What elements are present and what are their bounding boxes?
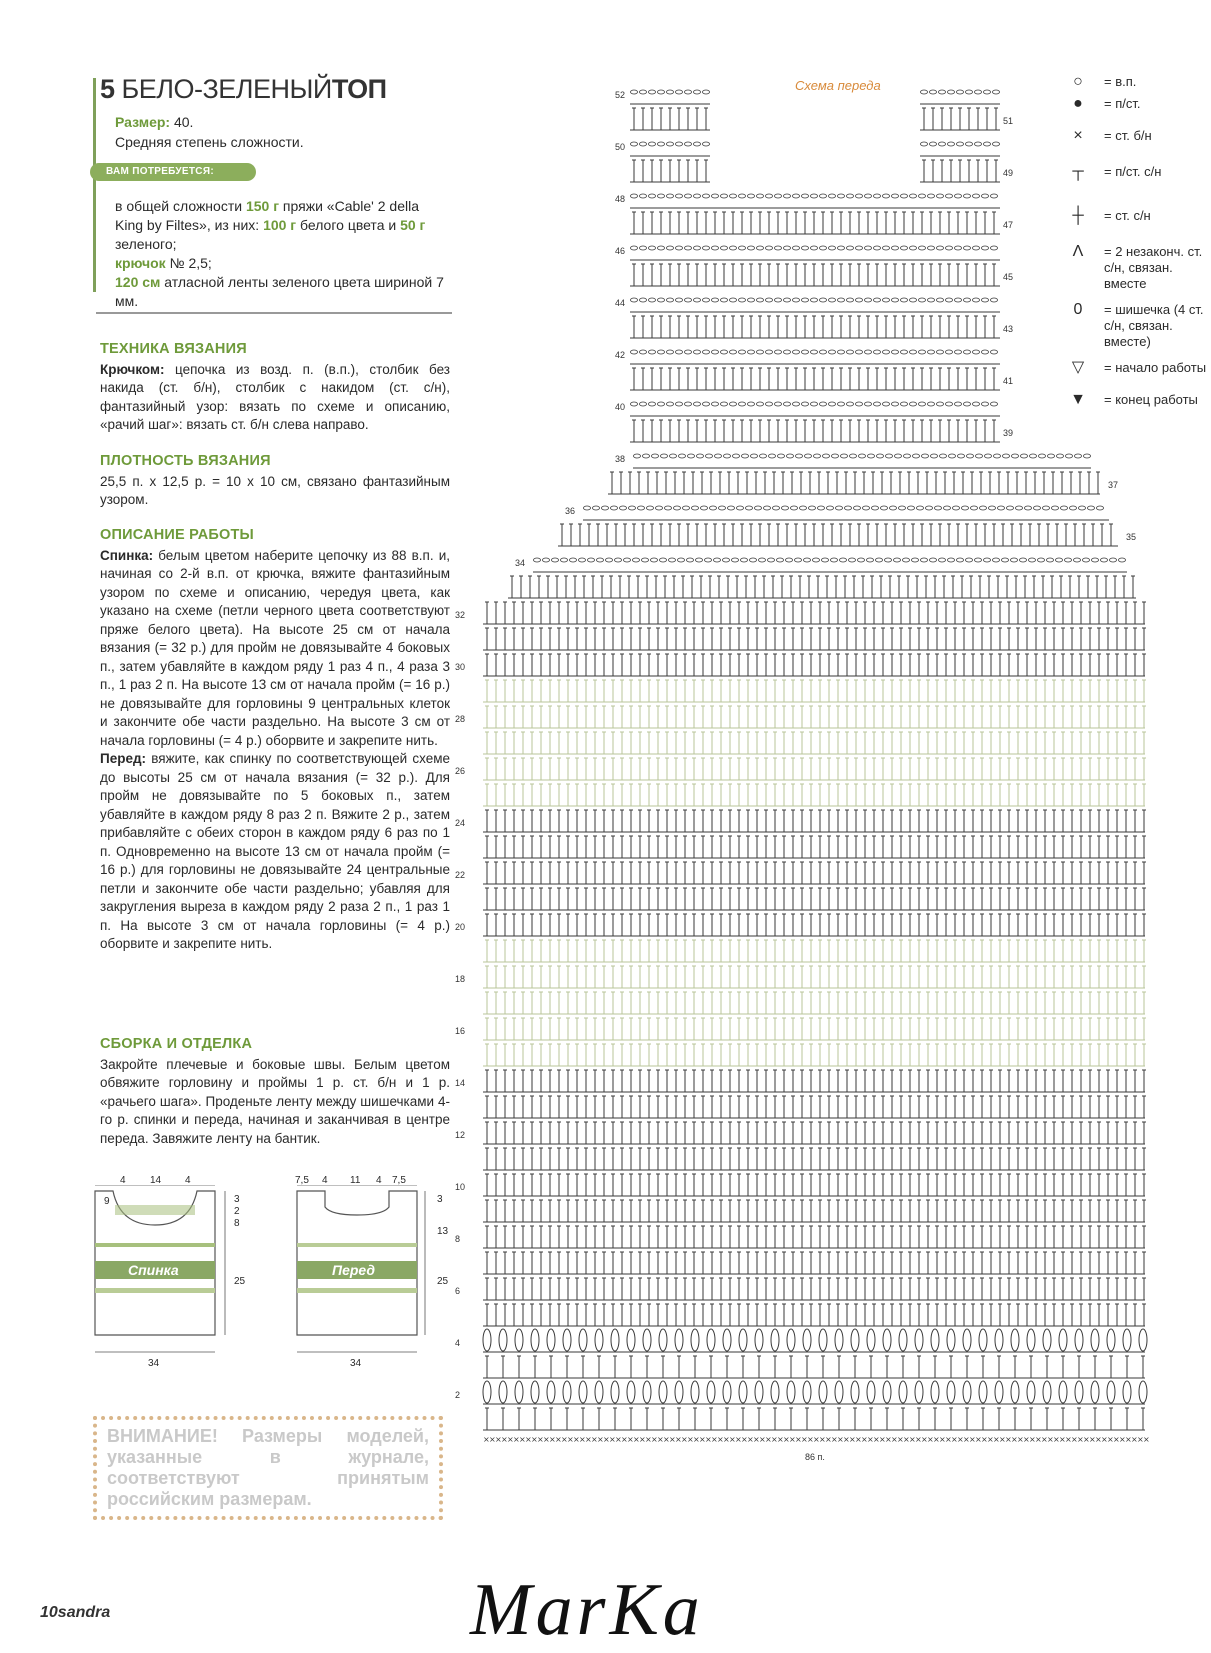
chain-mark [593, 506, 600, 510]
front-dim-2: 4 [322, 1175, 328, 1186]
chain-mark [1074, 558, 1081, 562]
chain-mark [602, 506, 609, 510]
bobble-mark [643, 1329, 651, 1351]
bobble-mark [915, 1329, 923, 1351]
density-heading: ПЛОТНОСТЬ ВЯЗАНИЯ [100, 452, 450, 471]
bobble-mark [995, 1381, 1003, 1403]
chain-mark [795, 558, 802, 562]
back-dim-r2: 2 [234, 1206, 240, 1217]
chain-mark [930, 558, 937, 562]
chain-mark [966, 558, 973, 562]
bobble-mark [835, 1381, 843, 1403]
chain-mark [1007, 506, 1014, 510]
chain-mark [1047, 558, 1054, 562]
chain-mark [759, 558, 766, 562]
chain-mark [980, 506, 987, 510]
bobble-mark [835, 1329, 843, 1351]
attention-box [93, 1416, 443, 1520]
bobble-mark [867, 1329, 875, 1351]
back-dim-right: 4 [185, 1175, 191, 1186]
bobble-mark [979, 1381, 987, 1403]
bobble-mark [979, 1329, 987, 1351]
chain-mark [993, 558, 1000, 562]
chain-mark [760, 454, 767, 458]
chain-mark [867, 558, 874, 562]
chain-mark [787, 454, 794, 458]
bobble-mark [1043, 1329, 1051, 1351]
bobble-mark [723, 1329, 731, 1351]
bobble-mark [947, 1381, 955, 1403]
bobble-mark [771, 1381, 779, 1403]
bobble-mark [531, 1329, 539, 1351]
chain-mark [989, 506, 996, 510]
front-dim-1: 7,5 [295, 1175, 309, 1186]
chain-mark [751, 454, 758, 458]
chain-mark [642, 558, 649, 562]
chain-mark [854, 506, 861, 510]
bobble-mark [1011, 1329, 1019, 1351]
chain-mark [652, 454, 659, 458]
bobble-mark [787, 1381, 795, 1403]
chain-mark [660, 558, 667, 562]
chain-mark [687, 558, 694, 562]
bobble-mark [867, 1381, 875, 1403]
bobble-mark [851, 1329, 859, 1351]
chain-mark [1043, 506, 1050, 510]
pattern-diagrams [85, 1185, 455, 1415]
chain-mark [926, 506, 933, 510]
back-dim-bottom: 34 [148, 1358, 159, 1369]
chain-mark [611, 506, 618, 510]
materials-pill: ВАМ ПОТРЕБУЕТСЯ: [90, 163, 256, 181]
chain-mark [845, 506, 852, 510]
chain-mark [1065, 558, 1072, 562]
chain-mark [643, 454, 650, 458]
bobble-mark [819, 1329, 827, 1351]
attention-text: ВНИМАНИЕ! Размеры моделей, указанные в журнале, соответствуют принятым российским размерам. [107, 1426, 429, 1510]
chain-mark [894, 558, 901, 562]
chain-mark [876, 558, 883, 562]
back-dim-left: 4 [120, 1175, 126, 1186]
chain-mark [935, 506, 942, 510]
bobble-mark [1107, 1381, 1115, 1403]
chain-mark [674, 506, 681, 510]
bobble-mark [851, 1381, 859, 1403]
chain-mark [750, 558, 757, 562]
chain-mark [778, 454, 785, 458]
chain-mark [858, 558, 865, 562]
chain-mark [823, 454, 830, 458]
chain-mark [885, 558, 892, 562]
chain-mark [773, 506, 780, 510]
chain-mark [1088, 506, 1095, 510]
chain-mark [1038, 558, 1045, 562]
chain-mark [620, 506, 627, 510]
chain-mark [692, 506, 699, 510]
chain-mark [1011, 558, 1018, 562]
description-section: ОПИСАНИЕ РАБОТЫ Спинка: белым цветом наберите цепочку из 88 в.п. и, начиная со 2-й в.п. от крючка, вяжите фантазийным узором по схеме и описанию, чередуя цвета, как указано на схеме (петли черного цвета соответствуют пряже белого цвета). На высоте 25 см от начала вязания (= 32 р.) для пройм не довязывайте 4 боковых п., затем убавляйте в каждом ряду 1 раз 4 п., 4 раза 3 п., 1 раз 2 п. На высоте 13 см от начала пройм (= 16 р.) не довязывайте для горловины 9 центральных клеток и закончите обе части раздельно. На высоте 3 см от начала горловины (= 4 р.) оборвите и закрепите нить. Перед: вяжите, как спинку по соответствующей схеме до высоты 25 см от начала вязания (= 32 р.). Для пройм не довязывайте по 5 боковых п., затем убавляйте в каждом ряду 8 раз 2 п. Вяжите 2 р., затем прибавляйте с обеих сторон в каждом ряду 6 раз по 1 п. Одновременно на высоте 13 см от начала пройм (= 16 р.) для горловины не довязывайте 24 центральные петли и закончите обе части раздельно; убавляя для закругления выреза в каждом ряду 2 раза 2 п., 1 раз 1 п. На высоте 3 см от начала горловины (= 4 р.) оборвите и закрепите нить. [100, 526, 450, 954]
chain-mark [679, 454, 686, 458]
bobble-mark [1091, 1381, 1099, 1403]
chain-mark [1056, 558, 1063, 562]
chain-mark [777, 558, 784, 562]
chain-mark [624, 558, 631, 562]
chain-mark [805, 454, 812, 458]
chain-mark [800, 506, 807, 510]
chain-mark [1083, 558, 1090, 562]
chain-mark [670, 454, 677, 458]
bobble-mark [547, 1329, 555, 1351]
bobble-mark [547, 1381, 555, 1403]
bobble-mark [691, 1381, 699, 1403]
bobble-mark [579, 1381, 587, 1403]
chain-mark [804, 558, 811, 562]
bobble-mark [483, 1329, 491, 1351]
chain-mark [818, 506, 825, 510]
chain-mark [917, 506, 924, 510]
chain-mark [733, 454, 740, 458]
chain-mark [1002, 558, 1009, 562]
front-label: Перед [332, 1262, 375, 1278]
bobble-mark [787, 1329, 795, 1351]
chain-mark [665, 506, 672, 510]
chain-mark [1092, 558, 1099, 562]
assembly-heading: СБОРКА И ОТДЕЛКА [100, 1035, 450, 1054]
chain-mark [832, 454, 839, 458]
bobble-mark [563, 1329, 571, 1351]
bobble-mark [915, 1381, 923, 1403]
bobble-mark [1027, 1329, 1035, 1351]
chain-mark [710, 506, 717, 510]
chain-mark [849, 558, 856, 562]
chain-mark [1079, 506, 1086, 510]
chain-mark [984, 558, 991, 562]
bobble-mark [499, 1381, 507, 1403]
technique-heading: ТЕХНИКА ВЯЗАНИЯ [100, 340, 450, 359]
bobble-mark [883, 1381, 891, 1403]
chain-mark [732, 558, 739, 562]
bobble-mark [963, 1381, 971, 1403]
chain-mark [723, 558, 730, 562]
chain-mark [786, 558, 793, 562]
bobble-mark [819, 1381, 827, 1403]
chain-mark [588, 558, 595, 562]
chain-mark [579, 558, 586, 562]
bobble-mark [643, 1381, 651, 1403]
bobble-mark [707, 1329, 715, 1351]
chain-mark [872, 506, 879, 510]
bobble-mark [675, 1329, 683, 1351]
bobble-mark [675, 1381, 683, 1403]
bobble-mark [1091, 1329, 1099, 1351]
bobble-mark [1075, 1329, 1083, 1351]
bobble-mark [739, 1381, 747, 1403]
chain-mark [706, 454, 713, 458]
back-dim-mid: 14 [150, 1175, 161, 1186]
chain-mark [1052, 506, 1059, 510]
bobble-mark [883, 1329, 891, 1351]
chain-mark [813, 558, 820, 562]
bobble-mark [611, 1381, 619, 1403]
bobble-mark [1059, 1381, 1067, 1403]
chain-mark [647, 506, 654, 510]
chain-mark [629, 506, 636, 510]
chain-mark [827, 506, 834, 510]
front-dim-bottom: 34 [350, 1358, 361, 1369]
chain-mark [696, 558, 703, 562]
chain-mark [912, 558, 919, 562]
back-dim-r3: 8 [234, 1218, 240, 1229]
chain-mark [1034, 506, 1041, 510]
title-accent-bar [93, 78, 96, 292]
chain-mark [633, 558, 640, 562]
back-label: Спинка [128, 1262, 179, 1278]
chain-mark [921, 558, 928, 562]
bobble-mark [563, 1381, 571, 1403]
chain-mark [719, 506, 726, 510]
bobble-mark [579, 1329, 587, 1351]
chain-mark [953, 506, 960, 510]
density-section: ПЛОТНОСТЬ ВЯЗАНИЯ 25,5 п. х 12,5 р. = 10 х 10 см, связано фантазийным узором. [100, 452, 450, 510]
front-dim-5: 7,5 [392, 1175, 406, 1186]
chain-mark [615, 558, 622, 562]
chain-mark [597, 558, 604, 562]
chain-mark [944, 506, 951, 510]
chain-mark [881, 506, 888, 510]
chain-mark [688, 454, 695, 458]
assembly-section: СБОРКА И ОТДЕЛКА Закройте плечевые и боковые швы. Белым цветом обвяжите горловину и проймы 1 р. ст. б/н и 1 р. «рачьего шага». Проденьте ленту между шишечками 4-го р. спинки и переда, начиная и заканчивая в центре переда. Завяжите ленту на бантик. [100, 1035, 450, 1148]
bobble-mark [1123, 1381, 1131, 1403]
bobble-mark [1123, 1329, 1131, 1351]
chain-mark [737, 506, 744, 510]
description-heading: ОПИСАНИЕ РАБОТЫ [100, 526, 450, 545]
chain-mark [742, 454, 749, 458]
chain-mark [782, 506, 789, 510]
chain-mark [962, 506, 969, 510]
chain-mark [1016, 506, 1023, 510]
bobble-mark [627, 1329, 635, 1351]
chain-mark [814, 454, 821, 458]
bobble-mark [1027, 1381, 1035, 1403]
bobble-mark [739, 1329, 747, 1351]
bobble-mark [995, 1329, 1003, 1351]
chain-mark [975, 558, 982, 562]
front-dim-3: 11 [350, 1175, 360, 1186]
front-dim-r1: 3 [437, 1194, 443, 1205]
bobble-mark [595, 1381, 603, 1403]
chain-mark [697, 454, 704, 458]
chain-mark [543, 558, 550, 562]
chain-mark [606, 558, 613, 562]
bobble-mark [899, 1381, 907, 1403]
chain-mark [701, 506, 708, 510]
chain-mark [890, 506, 897, 510]
chain-mark [1101, 558, 1108, 562]
chain-mark [908, 506, 915, 510]
chain-mark [715, 454, 722, 458]
bobble-mark [947, 1329, 955, 1351]
chain-mark [903, 558, 910, 562]
bobble-mark [803, 1381, 811, 1403]
materials-divider [96, 312, 452, 314]
crochet-chart [455, 78, 1211, 1533]
chain-mark [1070, 506, 1077, 510]
chain-mark [755, 506, 762, 510]
chain-mark [651, 558, 658, 562]
chain-mark [836, 506, 843, 510]
bobble-mark [1107, 1329, 1115, 1351]
materials-text: в общей сложности 150 г пряжи «Cable' 2 della King by Filtes», из них: 100 г белого цвета и 50 г зеленого; крючок № 2,5; 120 см атласной ленты зеленого цвета шириной 7 мм. [115, 197, 445, 311]
chain-mark [764, 506, 771, 510]
front-dim-4: 4 [376, 1175, 382, 1186]
bobble-mark [515, 1329, 523, 1351]
front-dim-r2: 13 [437, 1226, 448, 1237]
chain-mark [1110, 558, 1117, 562]
bobble-mark [963, 1329, 971, 1351]
chain-mark [746, 506, 753, 510]
chain-mark [1020, 558, 1027, 562]
bobble-mark [1139, 1381, 1147, 1403]
chain-mark [822, 558, 829, 562]
bobble-mark [659, 1329, 667, 1351]
page-title: 5 БЕЛО-ЗЕЛЕНЫЙТОП [100, 74, 387, 105]
bobble-mark [691, 1329, 699, 1351]
chain-mark [1097, 506, 1104, 510]
chain-mark [1061, 506, 1068, 510]
bobble-mark [771, 1329, 779, 1351]
bobble-mark [1139, 1329, 1147, 1351]
back-dim-r4: 25 [234, 1276, 245, 1287]
chain-mark [796, 454, 803, 458]
chain-mark [948, 558, 955, 562]
bobble-mark [659, 1381, 667, 1403]
chain-mark [831, 558, 838, 562]
bobble-mark [531, 1381, 539, 1403]
bobble-mark [1059, 1329, 1067, 1351]
chain-mark [1029, 558, 1036, 562]
bobble-mark [483, 1381, 491, 1403]
chain-mark [791, 506, 798, 510]
bobble-mark [723, 1381, 731, 1403]
page-number: 10sandra [40, 1604, 110, 1622]
bobble-mark [627, 1381, 635, 1403]
chain-mark [728, 506, 735, 510]
chain-mark [634, 454, 641, 458]
chain-mark [661, 454, 668, 458]
chain-mark [683, 506, 690, 510]
chain-mark [1025, 506, 1032, 510]
chain-mark [705, 558, 712, 562]
bobble-mark [707, 1381, 715, 1403]
chain-mark [638, 506, 645, 510]
bobble-mark [931, 1381, 939, 1403]
bobble-mark [1043, 1381, 1051, 1403]
bobble-mark [499, 1329, 507, 1351]
bobble-mark [1075, 1381, 1083, 1403]
bobble-mark [515, 1381, 523, 1403]
chain-mark [768, 558, 775, 562]
chain-mark [534, 558, 541, 562]
front-dim-r3: 25 [437, 1276, 448, 1287]
chart-title: Схема переда [795, 78, 881, 93]
bobble-mark [595, 1329, 603, 1351]
bobble-mark [803, 1329, 811, 1351]
chain-mark [769, 454, 776, 458]
chain-mark [724, 454, 731, 458]
chain-mark [809, 506, 816, 510]
chain-mark [957, 558, 964, 562]
bobble-mark [1011, 1381, 1019, 1403]
chain-mark [656, 506, 663, 510]
chain-mark [741, 558, 748, 562]
chain-mark [971, 506, 978, 510]
chain-mark [552, 558, 559, 562]
chain-mark [1119, 558, 1126, 562]
chain-mark [669, 558, 676, 562]
chain-mark [939, 558, 946, 562]
back-dim-side: 9 [104, 1196, 110, 1207]
chain-mark [584, 506, 591, 510]
bobble-mark [899, 1329, 907, 1351]
chain-mark [714, 558, 721, 562]
bobble-mark [755, 1329, 763, 1351]
chain-mark [570, 558, 577, 562]
bobble-mark [611, 1329, 619, 1351]
bobble-mark [931, 1329, 939, 1351]
bobble-mark [755, 1381, 763, 1403]
chain-mark [998, 506, 1005, 510]
chain-mark [561, 558, 568, 562]
chain-mark [899, 506, 906, 510]
size-line: Размер: 40. [115, 113, 193, 132]
chain-mark [678, 558, 685, 562]
signature: MarKa [470, 1568, 704, 1653]
difficulty-line: Средняя степень сложности. [115, 133, 304, 152]
chain-mark [840, 558, 847, 562]
chain-mark [863, 506, 870, 510]
back-dim-r1: 3 [234, 1194, 240, 1205]
technique-section: ТЕХНИКА ВЯЗАНИЯ Крючком: цепочка из возд. п. (в.п.), столбик без накида (ст. б/н), столбик с накидом (ст. с/н), фантазийный узор: вязать по схеме и описанию, «рачий шаг»: вязать ст. б/н слева направо. [100, 340, 450, 435]
